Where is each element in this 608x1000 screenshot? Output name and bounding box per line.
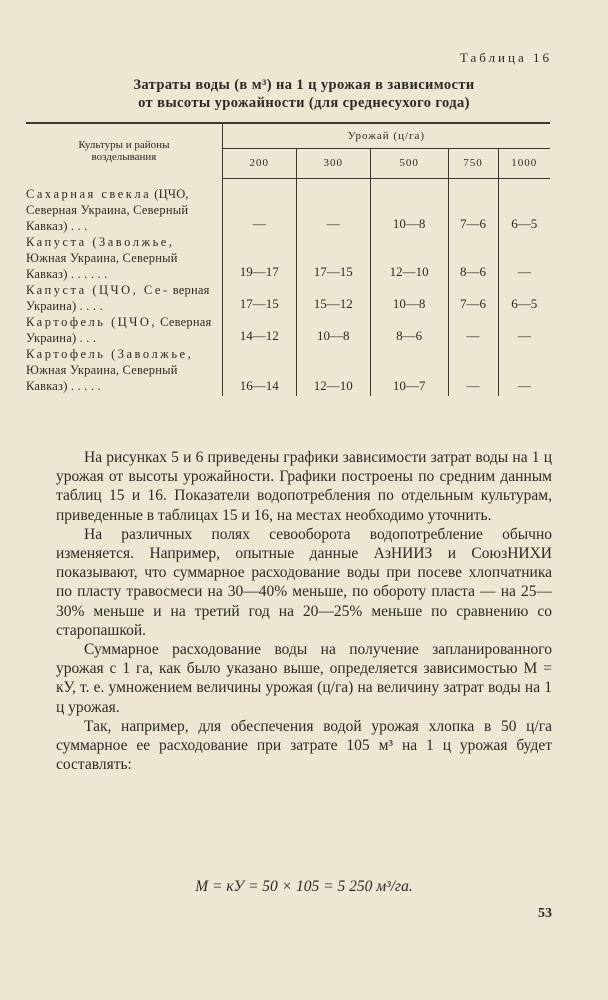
formula: М = кУ = 50 × 105 = 5 250 м³/га. bbox=[195, 878, 413, 895]
table-row bbox=[26, 282, 550, 314]
cell-1000: — bbox=[498, 346, 550, 396]
cell-200: 17—15 bbox=[222, 282, 296, 314]
cell-200: 16—14 bbox=[222, 346, 296, 396]
paragraph: Суммарное расходование воды на получение запланированного урожая с 1 га, как было указано выше, определяется зависимостью М = кУ, т. е. умножением величины урожая (ц/га) на величину затрат воды на 1 ц урожая. bbox=[56, 641, 552, 716]
header-crops-line-1: Культуры и районы bbox=[78, 139, 170, 151]
caption-line-1: Затраты воды (в м³) на 1 ц урожая в зависимости bbox=[133, 77, 475, 93]
cell-500: 10—8 bbox=[370, 178, 448, 234]
row-name-first: Капуста (ЦЧО, Се- bbox=[26, 283, 170, 297]
table-label: Таблица 16 bbox=[459, 50, 552, 65]
cell-200: 19—17 bbox=[222, 234, 296, 282]
cell-1000: — bbox=[498, 314, 550, 346]
table-row bbox=[26, 178, 550, 234]
table-row bbox=[26, 314, 550, 346]
row-name-rest: Северная Украина) . . . bbox=[26, 315, 212, 345]
table-row bbox=[26, 234, 550, 282]
header-yield: Урожай (ц/га) bbox=[222, 123, 550, 149]
cell-500: 10—8 bbox=[370, 282, 448, 314]
row-name bbox=[26, 282, 222, 314]
cell-1000: 6—5 bbox=[498, 178, 550, 234]
cell-750: — bbox=[448, 314, 498, 346]
row-name-first: Капуста (Заволжье, bbox=[26, 235, 175, 249]
header-col-750: 750 bbox=[448, 149, 498, 178]
cell-750: 7—6 bbox=[448, 282, 498, 314]
header-crops bbox=[26, 123, 222, 178]
row-name-first: Картофель (Заволжье, bbox=[26, 347, 194, 361]
row-name bbox=[26, 346, 222, 396]
cell-300: 15—12 bbox=[296, 282, 370, 314]
table-row bbox=[26, 346, 550, 396]
row-name bbox=[26, 178, 222, 234]
paragraph: Так, например, для обеспечения водой урожая хлопка в 50 ц/га суммарное ее расходование при затрате 105 м³ на 1 ц урожая будет составлять: bbox=[56, 717, 552, 774]
row-name-first: Картофель (ЦЧО, bbox=[26, 315, 158, 329]
row-name bbox=[26, 234, 222, 282]
row-name-rest: Южная Украина, Северный Кавказ) . . . . . . bbox=[26, 251, 178, 281]
page-number: 53 bbox=[538, 906, 552, 921]
table-caption bbox=[40, 76, 568, 112]
cell-200: 14—12 bbox=[222, 314, 296, 346]
cell-300: 17—15 bbox=[296, 234, 370, 282]
header-crops-line-2: возделывания bbox=[91, 151, 157, 163]
header-col-1000: 1000 bbox=[498, 149, 550, 178]
cell-750: — bbox=[448, 346, 498, 396]
row-name-first: Сахарная свекла bbox=[26, 187, 152, 201]
cell-300: 10—8 bbox=[296, 314, 370, 346]
cell-1000: — bbox=[498, 234, 550, 282]
cell-750: 8—6 bbox=[448, 234, 498, 282]
row-name-rest: Южная Украина, Северный Кавказ) . . . . . bbox=[26, 363, 178, 393]
paragraph: На различных полях севооборота водопотребление обычно изменяется. Например, опытные данные АзНИИЗ и СоюзНИХИ показывают, что суммарное расходование воды при посеве хлопчатника по пласту травосмеси на 30—40% меньше, по обороту пласта — на 25—30% меньше и на третий год на 20—25% меньше по сравнению со старопашкой. bbox=[56, 525, 552, 639]
header-col-300: 300 bbox=[296, 149, 370, 178]
cell-300: — bbox=[296, 178, 370, 234]
header-col-500: 500 bbox=[370, 149, 448, 178]
cell-1000: 6—5 bbox=[498, 282, 550, 314]
cell-200: — bbox=[222, 178, 296, 234]
caption-line-2: от высоты урожайности (для среднесухого года) bbox=[138, 95, 470, 111]
row-name bbox=[26, 314, 222, 346]
cell-500: 8—6 bbox=[370, 314, 448, 346]
cell-300: 12—10 bbox=[296, 346, 370, 396]
cell-750: 7—6 bbox=[448, 178, 498, 234]
paragraph: На рисунках 5 и 6 приведены графики зависимости затрат воды на 1 ц урожая от высоты урожайности. Графики построены по средним данным таблиц 15 и 16. Показатели водопотребления по отдельным культурам, приведенные в таблицах 15 и 16, на местах необходимо уточнить. bbox=[56, 449, 552, 524]
header-col-200: 200 bbox=[222, 149, 296, 178]
water-cost-table bbox=[26, 122, 550, 396]
cell-500: 10—7 bbox=[370, 346, 448, 396]
cell-500: 12—10 bbox=[370, 234, 448, 282]
row-name-rest: (ЦЧО, Северная Украина, Северный Кавказ) . . . bbox=[26, 187, 189, 233]
row-name-rest: верная Украина) . . . . bbox=[26, 283, 210, 313]
body-text bbox=[56, 448, 552, 774]
